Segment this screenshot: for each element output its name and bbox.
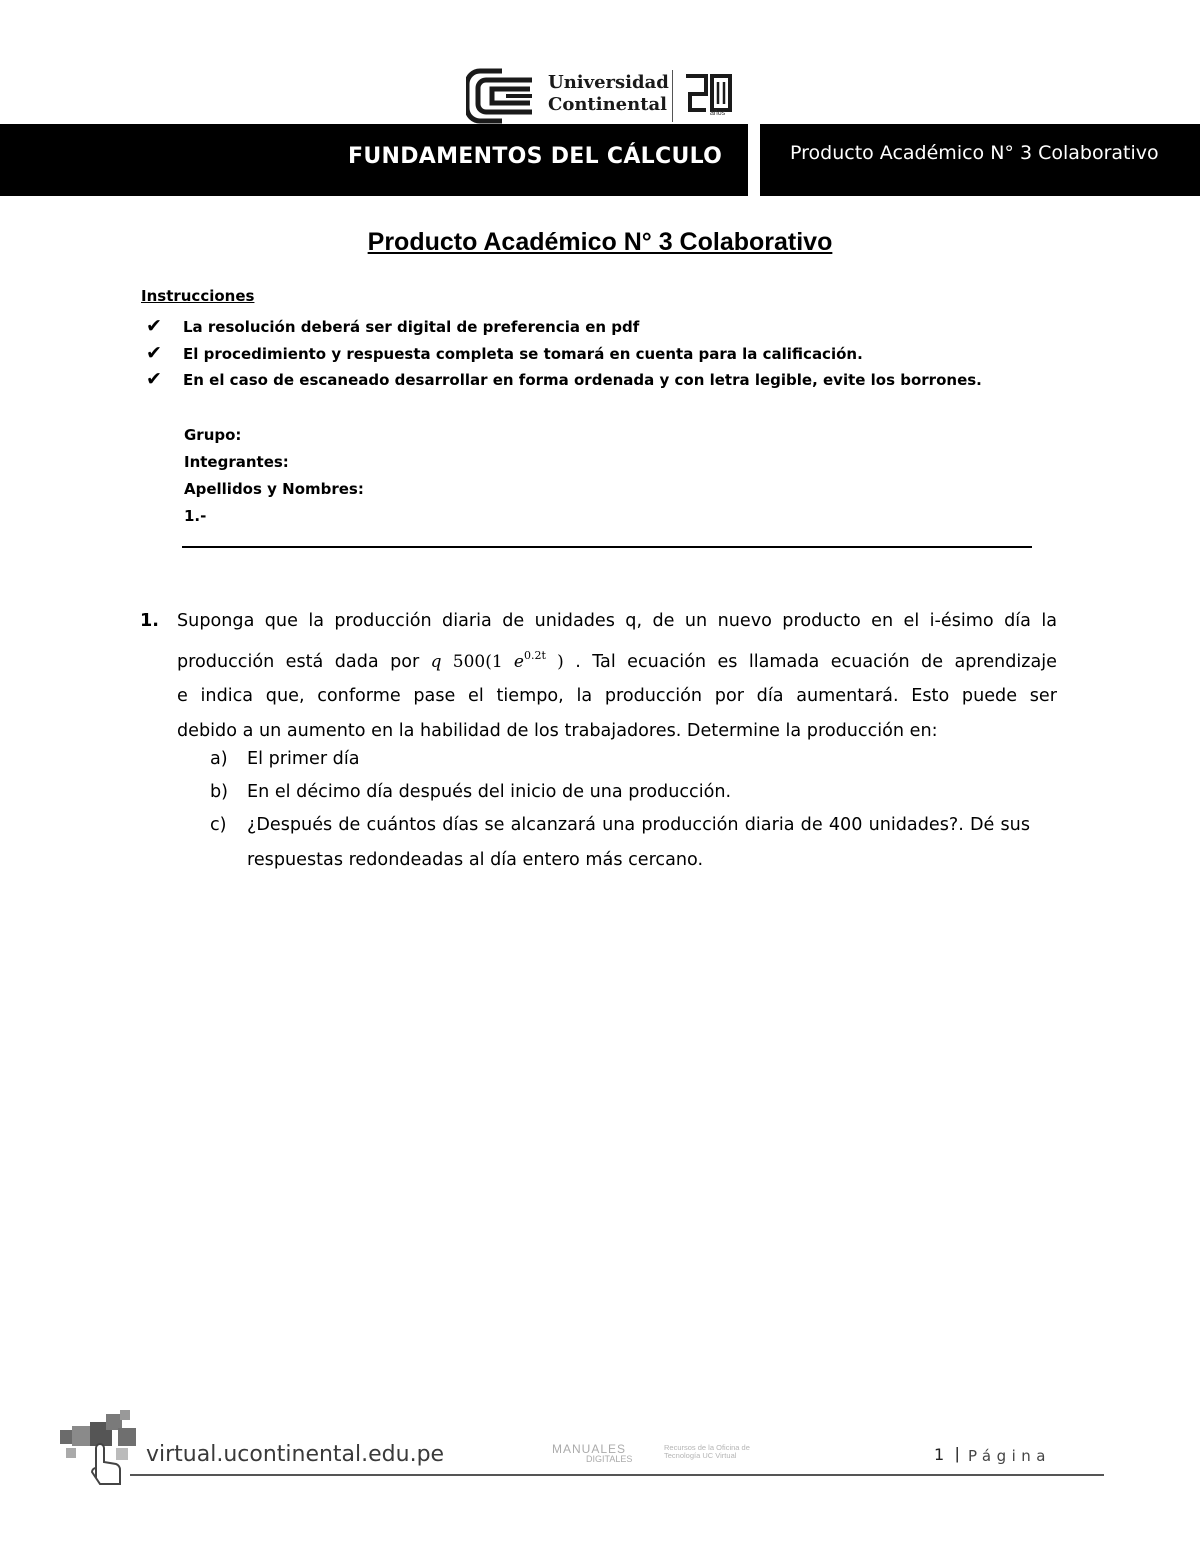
checkmark-icon: ✔ (146, 341, 162, 364)
instruction-item (146, 342, 982, 369)
separator-line (182, 546, 1032, 548)
instruction-text: El procedimiento y respuesta completa se tomará en cuenta para la calificación. (183, 344, 863, 363)
question-statement (177, 604, 1057, 748)
question-number: 1. (140, 611, 159, 631)
instructions-list (146, 315, 982, 395)
formula-exponential: e (513, 651, 524, 672)
continental-c-logo-icon (466, 68, 538, 124)
instruction-text: En el caso de escaneado desarrollar en forma ordenada y con letra legible, evite los borrones. (183, 371, 982, 389)
names-label: Apellidos y Nombres: (184, 480, 364, 498)
instruction-text: La resolución deberá ser digital de preferencia en pdf (183, 318, 640, 336)
sub-question-label: b) (210, 782, 229, 802)
sub-question-text: En el décimo día después del inicio de una producción. (247, 782, 732, 802)
formula-close: ) (557, 651, 564, 672)
course-title: FUNDAMENTOS DEL CÁLCULO (348, 144, 723, 169)
production-formula (430, 648, 564, 672)
sub-question-label: a) (210, 749, 228, 769)
sub-question-b (210, 775, 1030, 808)
banner-subtitle: Producto Académico N° 3 Colaborativo (790, 142, 1159, 164)
badge-subtitle: años (710, 110, 726, 117)
manuales-title: MANUALES (552, 1442, 627, 1456)
formula-exponent: 0.2t (523, 648, 546, 662)
question-text-fragment: . Tal ecuación es llamada ecuación de aprendizaje (575, 651, 1057, 672)
logo-divider (672, 70, 673, 122)
checkmark-icon: ✔ (146, 368, 162, 390)
manuales-digitales-logo (552, 1442, 752, 1472)
university-name-line1: Universidad (548, 72, 669, 93)
question-line: debido a un aumento en la habilidad de los trabajadores. Determine la producción en: (177, 720, 938, 741)
formula-base: 500(1 (452, 651, 503, 672)
question-line: e indica que, conforme pase el tiempo, la producción por día aumentará. Esto puede ser (177, 686, 1057, 706)
sub-question-a (210, 742, 1030, 775)
footer-url: virtual.ucontinental.edu.pe (146, 1442, 445, 1467)
twenty-years-badge-icon (684, 72, 734, 122)
members-label: Integrantes: (184, 453, 289, 471)
university-name-line2: Continental (548, 94, 668, 115)
sub-question-text: El primer día (247, 749, 360, 769)
checkmark-icon: ✔ (146, 315, 162, 337)
university-logo (466, 68, 738, 124)
sub-question-label: c) (210, 815, 227, 835)
formula-variable: q (430, 651, 442, 672)
instruction-item (146, 368, 982, 395)
sub-question-text: ¿Después de cuántos días se alcanzará una producción diaria de 400 unidades?. Dé sus respuestas redondeadas al día entero más cercano. (247, 815, 1030, 870)
question-line: Suponga que la producción diaria de unidades q, de un nuevo producto en el i-ésimo día la (177, 611, 1057, 631)
instructions-heading: Instrucciones (141, 287, 255, 305)
university-name (548, 72, 669, 116)
group-fields (184, 422, 364, 530)
document-title: Producto Académico N° 3 Colaborativo (367, 228, 833, 256)
manuales-subtitle: DIGITALES (586, 1454, 633, 1464)
instruction-item (146, 315, 982, 342)
group-label: Grupo: (184, 426, 242, 444)
question-line-with-formula (177, 639, 1057, 680)
sub-questions (210, 742, 1030, 876)
question-text-fragment: producción está dada por (177, 651, 420, 672)
member-1-label: 1.- (184, 507, 207, 525)
page-number: 1 (934, 1445, 945, 1464)
manuales-caption: Recursos de la Oficina de Tecnología UC Virtual (664, 1443, 750, 1460)
sub-question-c (210, 808, 1030, 876)
page-label: Página (968, 1447, 1051, 1465)
footer-rule (130, 1474, 1104, 1476)
page-separator: | (955, 1444, 960, 1463)
